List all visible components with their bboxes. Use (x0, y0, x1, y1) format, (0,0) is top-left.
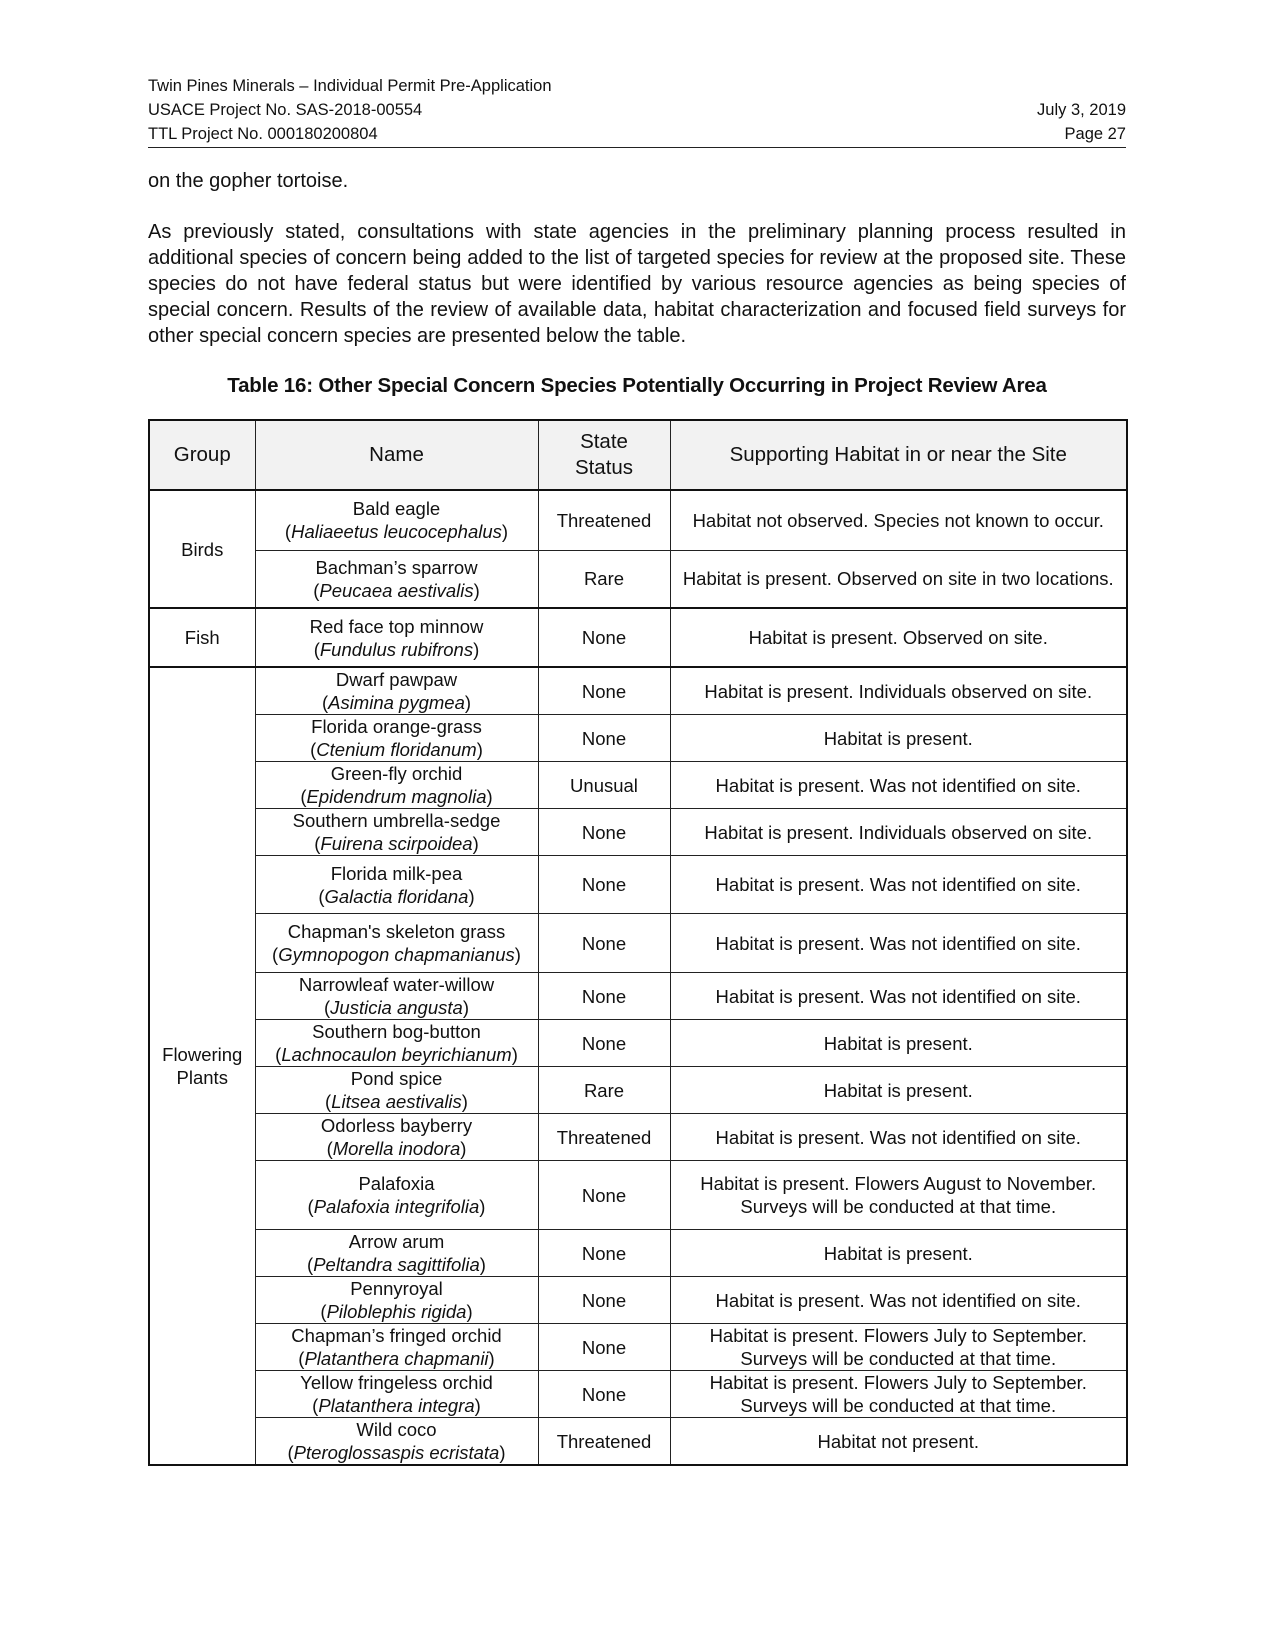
habitat-cell: Habitat is present. Flowers July to September. Surveys will be conducted at that time. (670, 1324, 1127, 1371)
table-row (149, 550, 1127, 608)
state-status-cell: None (538, 608, 670, 667)
sci-close-paren: ) (474, 1395, 481, 1416)
sci-open-paren: ( (275, 1044, 282, 1065)
header-row-2 (148, 98, 1126, 122)
habitat-cell: Habitat is present. Flowers July to September. Surveys will be conducted at that time. (670, 1371, 1127, 1418)
sci-close-paren: ) (472, 833, 479, 854)
species-name-cell (255, 1067, 538, 1114)
sci-open-paren: ( (318, 885, 325, 907)
sci-open-paren: ( (313, 579, 320, 601)
sci-close-paren: ) (479, 1196, 486, 1217)
state-status-cell: None (538, 667, 670, 715)
state-status-cell: Rare (538, 550, 670, 608)
sci-close-paren: ) (488, 1348, 495, 1369)
species-name-cell (255, 914, 538, 973)
habitat-cell: Habitat is present. Was not identified on site. (670, 1277, 1127, 1324)
page-header (148, 74, 1126, 148)
common-name: Florida milk-pea (330, 862, 463, 884)
group-label: Plants (176, 1067, 228, 1088)
header-usace-number: USACE Project No. SAS-2018-00554 (148, 101, 423, 119)
header-ttl-number: TTL Project No. 000180200804 (148, 125, 378, 143)
table-row (149, 1230, 1127, 1277)
scientific-name: Epidendrum magnolia (306, 786, 487, 807)
species-name-cell (255, 856, 538, 914)
group-label: Birds (181, 538, 224, 560)
paragraph-intro: As previously stated, consultations with state agencies in the preliminary planning process resulted in additional species of concern being added to the list of targeted species for review at the proposed site. These species do not have federal status but were identified by various resource agencies as being species of special concern. Results of the review of available data, habitat characterization and focused field surveys for other special concern species are presented below the table. (148, 221, 1126, 347)
common-name: Chapman’s fringed orchid (291, 1325, 502, 1346)
species-name-cell (255, 550, 538, 608)
sci-open-paren: ( (323, 997, 331, 1018)
species-name-cell (255, 608, 538, 667)
common-name: Narrowleaf water-willow (298, 974, 495, 995)
sci-open-paren: ( (320, 1301, 327, 1322)
state-status-cell: Threatened (538, 490, 670, 550)
species-name-cell (255, 1277, 538, 1324)
table-row (149, 1277, 1127, 1324)
species-name-cell (255, 1371, 538, 1418)
state-status-cell: None (538, 973, 670, 1020)
group-label: Flowering (162, 1044, 243, 1065)
header-name: Name (255, 420, 538, 490)
group-cell-flowering-plants (149, 667, 255, 1465)
species-name-cell (255, 809, 538, 856)
scientific-name: Galactia floridana (324, 885, 469, 907)
habitat-cell: Habitat is present. Was not identified on site. (670, 914, 1127, 973)
scientific-name: Peltandra sagittifolia (313, 1254, 480, 1275)
sci-close-paren: ) (486, 786, 493, 807)
table-row (149, 1114, 1127, 1161)
scientific-name: Ctenium floridanum (316, 739, 477, 760)
sci-open-paren: ( (310, 739, 317, 760)
habitat-cell: Habitat is present. Individuals observed on site. (670, 667, 1127, 715)
scientific-name: Lachnocaulon beyrichianum (281, 1044, 512, 1065)
species-name-cell (255, 1161, 538, 1230)
scientific-name: Platanthera chapmanii (304, 1348, 489, 1369)
state-status-cell: None (538, 1324, 670, 1371)
table-row (149, 914, 1127, 973)
scientific-name: Fundulus rubifrons (319, 638, 474, 660)
table-row (149, 1418, 1127, 1466)
species-name-cell (255, 762, 538, 809)
state-status-cell: None (538, 1277, 670, 1324)
habitat-cell: Habitat is present. (670, 1020, 1127, 1067)
habitat-cell: Habitat is present. Individuals observed on site. (670, 809, 1127, 856)
species-name-cell (255, 973, 538, 1020)
group-cell-fish (149, 608, 255, 667)
sci-open-paren: ( (284, 521, 292, 543)
habitat-cell: Habitat is present. Was not identified on site. (670, 856, 1127, 914)
sci-open-paren: ( (321, 692, 329, 713)
table-row (149, 608, 1127, 667)
table-row (149, 715, 1127, 762)
species-name-cell (255, 667, 538, 715)
table-row (149, 1161, 1127, 1230)
sci-open-paren: ( (314, 833, 321, 854)
scientific-name: Palafoxia integrifolia (313, 1196, 480, 1217)
habitat-cell: Habitat is present. (670, 715, 1127, 762)
group-label: Fish (184, 627, 220, 648)
habitat-cell: Habitat is present. (670, 1230, 1127, 1277)
scientific-name: Morella inodora (332, 1138, 461, 1159)
species-name-cell (255, 1418, 538, 1466)
table-row (149, 1371, 1127, 1418)
scientific-name: Pteroglossaspis ecristata (293, 1442, 500, 1463)
table-row (149, 762, 1127, 809)
sci-open-paren: ( (298, 1348, 305, 1369)
state-status-cell: None (538, 809, 670, 856)
sci-close-paren: ) (466, 1301, 473, 1322)
scientific-name: Haliaeetus leucocephalus (291, 521, 502, 543)
sci-close-paren: ) (461, 1091, 468, 1112)
paragraph-continued: on the gopher tortoise. (148, 170, 349, 192)
sci-close-paren: ) (473, 579, 480, 601)
scientific-name: Asimina pygmea (328, 692, 465, 713)
sci-close-paren: ) (479, 1254, 486, 1275)
header-group: Group (149, 420, 255, 490)
habitat-cell: Habitat not observed. Species not known to occur. (670, 490, 1127, 550)
common-name: Bald eagle (352, 498, 441, 520)
species-name-cell (255, 1114, 538, 1161)
state-status-cell: None (538, 715, 670, 762)
common-name: Pond spice (350, 1068, 443, 1089)
scientific-name: Piloblephis rigida (326, 1301, 467, 1322)
common-name: Red face top minnow (309, 615, 484, 637)
habitat-cell: Habitat is present. Flowers August to November. Surveys will be conducted at that time. (670, 1161, 1127, 1230)
sci-close-paren: ) (464, 692, 472, 713)
table-row (149, 1067, 1127, 1114)
state-status-cell: Unusual (538, 762, 670, 809)
header-status-line2: Status (574, 456, 634, 479)
state-status-cell: None (538, 1230, 670, 1277)
table-row (149, 1324, 1127, 1371)
sci-open-paren: ( (300, 786, 307, 807)
habitat-cell: Habitat is present. Was not identified on site. (670, 1114, 1127, 1161)
scientific-name: Justicia angusta (330, 997, 463, 1018)
common-name: Southern umbrella-sedge (292, 810, 501, 831)
scientific-name: Fuirena scirpoidea (320, 833, 473, 854)
sci-close-paren: ) (476, 739, 483, 760)
state-status-cell: None (538, 1020, 670, 1067)
table-row (149, 490, 1127, 550)
sci-open-paren: ( (312, 1395, 319, 1416)
scientific-name: Platanthera integra (318, 1395, 475, 1416)
table-header-row (149, 420, 1127, 490)
sci-close-paren: ) (501, 521, 509, 543)
common-name: Palafoxia (358, 1173, 435, 1194)
scientific-name: Peucaea aestivalis (319, 579, 474, 601)
sci-open-paren: ( (287, 1442, 294, 1463)
species-name-cell (255, 1324, 538, 1371)
common-name: Wild coco (356, 1419, 437, 1440)
sci-close-paren: ) (462, 997, 469, 1018)
common-name: Bachman’s sparrow (315, 556, 478, 578)
sci-close-paren: ) (499, 1442, 506, 1463)
common-name: Southern bog-button (312, 1021, 481, 1042)
state-status-cell: None (538, 914, 670, 973)
sci-close-paren: ) (514, 944, 521, 965)
species-name-cell (255, 1020, 538, 1067)
header-status-line1: State (580, 430, 628, 453)
table-row (149, 1020, 1127, 1067)
habitat-cell: Habitat not present. (670, 1418, 1127, 1466)
sci-close-paren: ) (511, 1044, 518, 1065)
common-name: Dwarf pawpaw (335, 669, 458, 690)
header-row-3 (148, 122, 1126, 146)
sci-close-paren: ) (473, 638, 480, 660)
header-row-1 (148, 74, 1126, 98)
common-name: Yellow fringeless orchid (300, 1372, 493, 1393)
sci-open-paren: ( (313, 638, 320, 660)
habitat-cell: Habitat is present. (670, 1067, 1127, 1114)
state-status-cell: None (538, 1371, 670, 1418)
state-status-cell: None (538, 856, 670, 914)
header-habitat: Supporting Habitat in or near the Site (670, 420, 1127, 490)
scientific-name: Gymnopogon chapmanianus (278, 944, 515, 965)
species-name-cell (255, 490, 538, 550)
common-name: Odorless bayberry (320, 1115, 473, 1136)
common-name: Chapman's skeleton grass (287, 921, 506, 942)
header-project-title: Twin Pines Minerals – Individual Permit Pre-Application (148, 77, 552, 95)
sci-open-paren: ( (325, 1091, 332, 1112)
sci-open-paren: ( (272, 944, 279, 965)
table-row (149, 667, 1127, 715)
common-name: Florida orange-grass (311, 716, 482, 737)
header-date: July 3, 2019 (1037, 101, 1126, 119)
sci-open-paren: ( (326, 1138, 333, 1159)
state-status-cell: Rare (538, 1067, 670, 1114)
table-row (149, 856, 1127, 914)
state-status-cell: Threatened (538, 1114, 670, 1161)
header-page-number: Page 27 (1064, 125, 1126, 143)
common-name: Arrow arum (348, 1231, 445, 1252)
common-name: Pennyroyal (350, 1278, 443, 1299)
state-status-cell: None (538, 1161, 670, 1230)
habitat-cell: Habitat is present. Was not identified on site. (670, 973, 1127, 1020)
header-state-status (538, 420, 670, 490)
table-row (149, 973, 1127, 1020)
table-row (149, 809, 1127, 856)
species-table (148, 419, 1128, 1466)
sci-open-paren: ( (307, 1196, 314, 1217)
habitat-cell: Habitat is present. Observed on site. (670, 608, 1127, 667)
species-name-cell (255, 715, 538, 762)
table-caption: Table 16: Other Special Concern Species Potentially Occurring in Project Review Area (227, 374, 1047, 397)
scientific-name: Litsea aestivalis (331, 1091, 462, 1112)
common-name: Green-fly orchid (330, 763, 463, 784)
group-cell-birds (149, 490, 255, 608)
sci-close-paren: ) (468, 885, 475, 907)
sci-close-paren: ) (460, 1138, 467, 1159)
habitat-cell: Habitat is present. Observed on site in two locations. (670, 550, 1127, 608)
state-status-cell: Threatened (538, 1418, 670, 1466)
habitat-cell: Habitat is present. Was not identified on site. (670, 762, 1127, 809)
sci-open-paren: ( (307, 1254, 314, 1275)
species-name-cell (255, 1230, 538, 1277)
